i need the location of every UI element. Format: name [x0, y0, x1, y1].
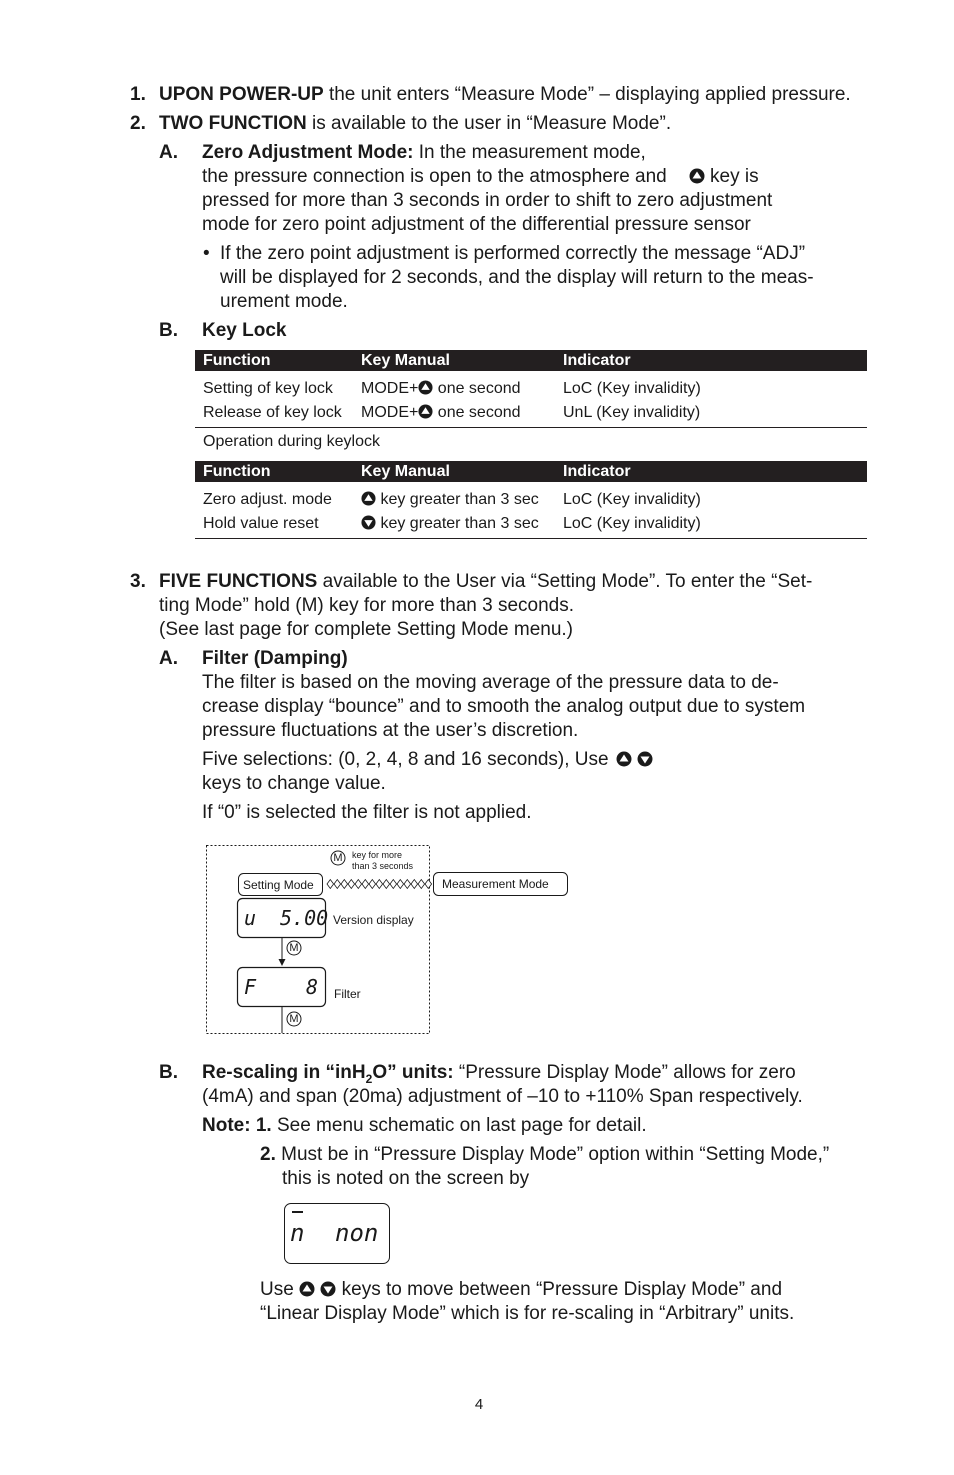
item-2a-line4: mode for zero point adjustment of the differential pressure sensor [202, 214, 751, 235]
table1-row1-function: Setting of key lock [203, 380, 333, 397]
item-2a-letter: A. [159, 142, 178, 163]
diamond-chain [327, 880, 432, 889]
item-3b-line1-text: “Pressure Display Mode” allows for zero [453, 1062, 796, 1083]
m-key-bottom: M [289, 1013, 299, 1025]
item-3b-title-a: Re-scaling in “inH [202, 1062, 366, 1083]
filter-lcd-left: F [244, 975, 257, 999]
item-2-body: is available to the user in “Measure Mode”. [306, 113, 672, 134]
setting-mode-label: Setting Mode [243, 878, 314, 892]
table2-row2-function: Hold value reset [203, 515, 319, 532]
up-arrow-key-icon [299, 1281, 315, 1297]
measurement-mode-label: Measurement Mode [442, 877, 549, 891]
item-2-bold: TWO FUNCTION [159, 113, 307, 134]
item-2b-title: Key Lock [202, 320, 287, 341]
filter-label: Filter [334, 987, 361, 1001]
table1-row1-key-suffix: one second [433, 380, 521, 397]
note-label: Note: 1. [202, 1115, 272, 1136]
item-3b-note2 [260, 1143, 829, 1167]
use-text-a: Use [260, 1279, 294, 1300]
item-3b-line1 [202, 1061, 796, 1085]
note1-text: See menu schematic on last page for detail. [271, 1115, 647, 1136]
table2-row2-indicator: LoC (Key invalidity) [563, 515, 701, 532]
item-3a-p1: The filter is based on the moving average of the pressure data to de- [202, 672, 779, 693]
item-1-number: 1. [130, 84, 146, 105]
table2-header-function: Function [203, 463, 271, 480]
bullet-line1: If the zero point adjustment is performed correctly the message “ADJ” [220, 243, 806, 264]
bullet-line2: will be displayed for 2 seconds, and the display will return to the meas- [220, 267, 814, 288]
use-text-b: keys to move between “Pressure Display Mode” and [336, 1279, 783, 1300]
item-3a-p2: crease display “bounce” and to smooth the analog output due to system [202, 696, 806, 717]
table1-row2-indicator: UnL (Key invalidity) [563, 404, 701, 421]
table1-row2-key-suffix: one second [433, 404, 521, 421]
item-3-line2: ting Mode” hold (M) key for more than 3 seconds. [159, 595, 575, 616]
table2-row1-key-suffix: key greater than 3 sec [376, 491, 539, 508]
table1-row2-function: Release of key lock [203, 404, 342, 421]
item-3-line3: (See last page for complete Setting Mode menu.) [159, 619, 574, 640]
version-lcd-left: u [244, 906, 257, 930]
note2-number: 2. [260, 1144, 276, 1165]
table2-row1-function: Zero adjust. mode [203, 491, 332, 508]
item-3a-p5: keys to change value. [202, 773, 386, 794]
item-3b-note2b: this is noted on the screen by [282, 1168, 530, 1189]
item-3a-p6: If “0” is selected the filter is not applied. [202, 802, 532, 823]
key-note-line1: key for more [352, 850, 403, 860]
item-3-number: 3. [130, 571, 146, 592]
item-1-bold: UPON POWER-UP [159, 84, 324, 105]
item-2-number: 2. [130, 113, 146, 134]
item-2a-line2-end: key is [704, 166, 759, 187]
item-3a-p4-text: Five selections: (0, 2, 4, 8 and 16 seconds), Use [202, 749, 609, 770]
bullet-marker: • [203, 243, 210, 264]
m-key-middle: M [289, 942, 299, 954]
key-note-line2: than 3 seconds [352, 861, 414, 871]
page-number: 4 [474, 1396, 484, 1413]
lcd-left-char: n [290, 1219, 305, 1247]
table2-header-key: Key Manual [361, 463, 450, 480]
filter-lcd-value: 8 [306, 975, 319, 999]
table1-header-indicator: Indicator [563, 352, 631, 369]
item-3b-title [202, 1062, 454, 1086]
version-lcd-value: 5.00 [280, 906, 329, 930]
item-3b-title-sub: 2 [365, 1071, 373, 1086]
table2-row1-indicator: LoC (Key invalidity) [563, 491, 701, 508]
table1-row1-key-prefix: MODE+ [361, 380, 419, 397]
item-3b-letter: B. [159, 1062, 178, 1083]
bullet-line3: urement mode. [220, 291, 348, 312]
down-arrow-key-icon [320, 1281, 336, 1297]
table1-row2-key-prefix: MODE+ [361, 404, 419, 421]
item-1-body: the unit enters “Measure Mode” – displaying applied pressure. [323, 84, 851, 105]
item-2a-line2-text: the pressure connection is open to the atmosphere and [202, 166, 667, 187]
item-3a-letter: A. [159, 648, 178, 669]
lcd-bar [292, 1211, 303, 1213]
table2-row2-key-suffix: key greater than 3 sec [376, 515, 539, 532]
version-display-label: Version display [333, 913, 414, 927]
item-3b-title-b: O” units: [372, 1062, 454, 1083]
item-3a-title: Filter (Damping) [202, 648, 348, 669]
lcd-right-text: non [335, 1219, 379, 1247]
table1-header-key: Key Manual [361, 352, 450, 369]
m-key-top: M [333, 852, 343, 864]
item-2b-letter: B. [159, 320, 178, 341]
item-2a-title: Zero Adjustment Mode: [202, 142, 414, 163]
table1-row1-indicator: LoC (Key invalidity) [563, 380, 701, 397]
item-3b-use-line1 [260, 1278, 782, 1302]
table2-header-indicator: Indicator [563, 463, 631, 480]
note2-text: Must be in “Pressure Display Mode” option within “Setting Mode,” [275, 1144, 830, 1165]
item-3-line1-text: available to the User via “Setting Mode”. To enter the “Set- [317, 571, 813, 592]
item-3b-note1 [202, 1114, 647, 1138]
item-2a-line1-text: In the measurement mode, [413, 142, 646, 163]
pressure-display-lcd [284, 1203, 390, 1264]
item-3b-use-line2: “Linear Display Mode” which is for re-scaling in “Arbitrary” units. [260, 1303, 795, 1324]
item-3a-p3: pressure fluctuations at the user’s discretion. [202, 720, 579, 741]
table1-caption: Operation during keylock [203, 433, 380, 450]
item-2a-line3: pressed for more than 3 seconds in order to shift to zero adjustment [202, 190, 773, 211]
table1-header-function: Function [203, 352, 271, 369]
item-3-bold: FIVE FUNCTIONS [159, 571, 318, 592]
item-3b-line2: (4mA) and span (20ma) adjustment of –10 to +110% Span respectively. [202, 1086, 803, 1107]
